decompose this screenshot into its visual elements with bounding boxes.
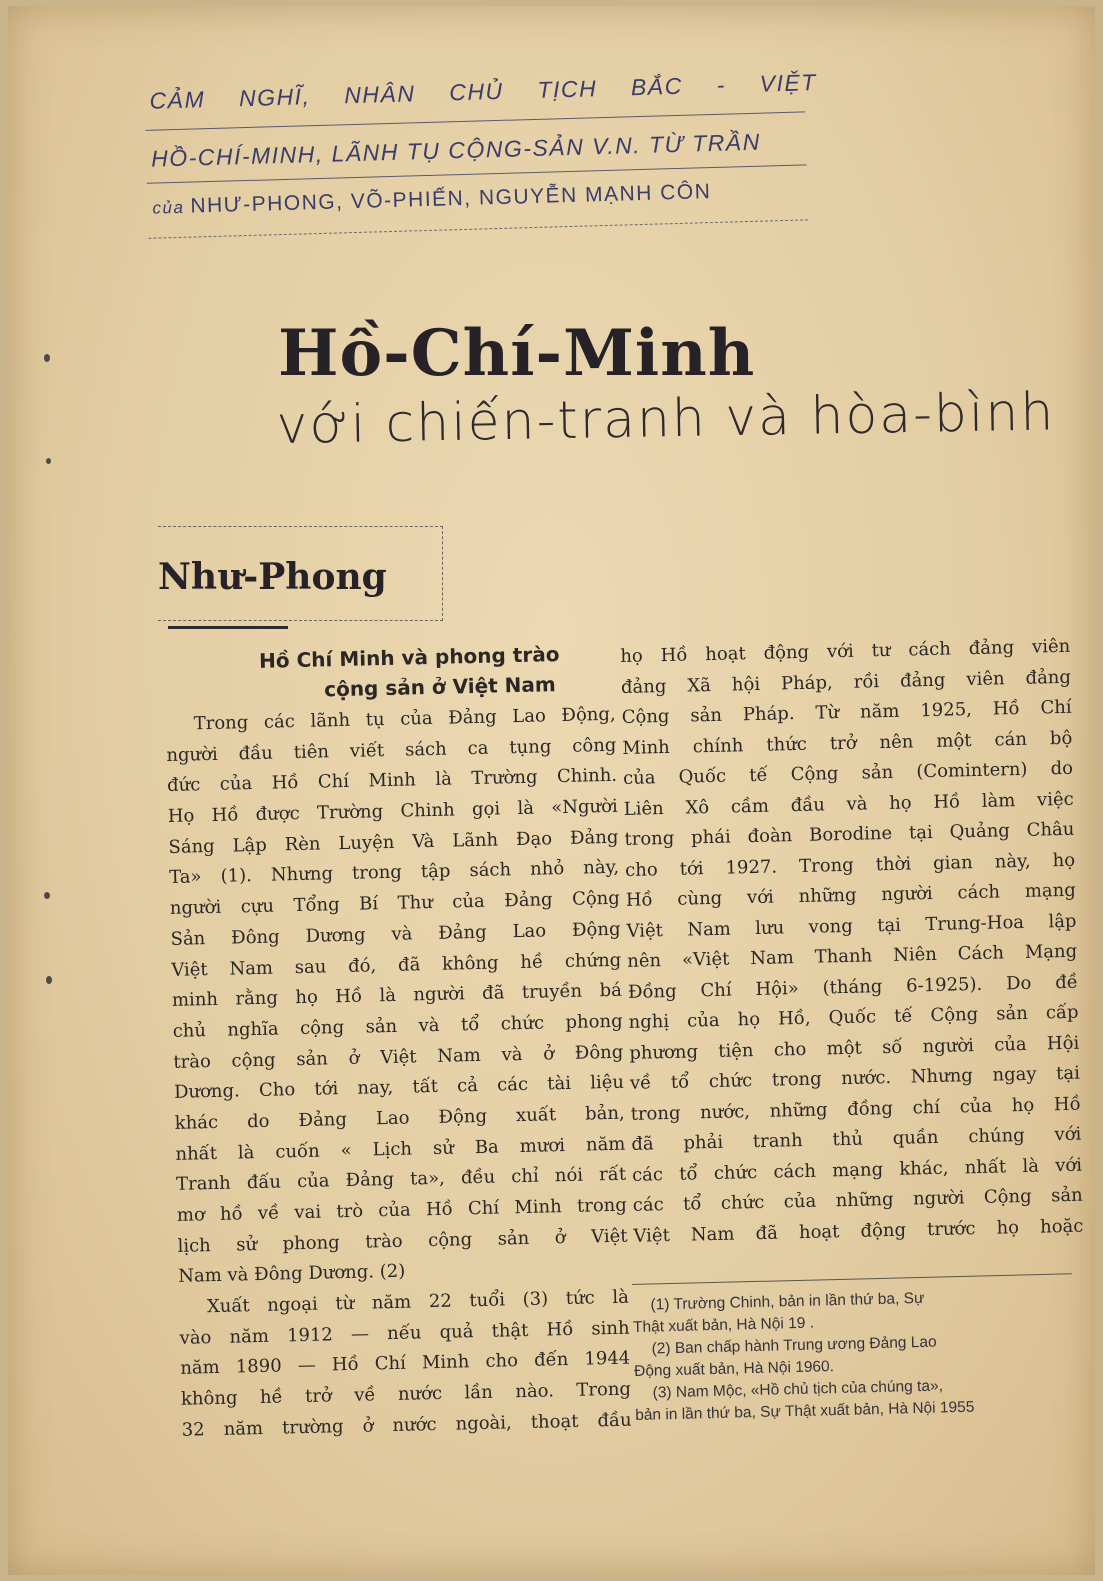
footnote-line: Động xuất bản, Hà Nội 1960. [633,1358,835,1380]
text-line: đức của Hồ Chí Minh là Trường Chinh. [166,765,618,797]
text-line: Sản Đông Dương và Đảng Lao Động [170,918,621,950]
text-line: vào năm 1912 — nếu quả thật Hồ sinh [179,1317,630,1349]
header-by-prefix: của [152,197,185,218]
text-line: Họ Hồ được Trường Chinh gọi là «Người [167,795,618,828]
author-box-right-rule [442,526,443,621]
article-title: Hồ-Chí-Minh [278,316,756,391]
text-line: các tổ chức của những người Cộng sản [632,1184,1083,1216]
text-line: chủ nghĩa cộng sản và tổ chức phong [172,1010,623,1042]
text-line: trào cộng sản ở Việt Nam và ở Đông [173,1041,624,1073]
text-line: người đầu tiên viết sách ca tụng công [166,734,617,766]
text-line: Đồng Chí Hội» (tháng 6-1925). Do đề [627,971,1079,1003]
text-line: Xuất ngoại từ năm 22 tuổi (3) tức là [206,1286,630,1318]
author-name: Như-Phong [158,556,387,598]
binding-hole [44,892,50,899]
footnote-line: (2) Ban chấp hành Trung ương Đảng Lao [651,1333,937,1358]
article-subtitle: với chiến-tranh và hòa-bình [276,382,1056,456]
text-line: phương tiện cho một số người của Hội [629,1032,1080,1064]
text-line: trong phái đoàn Borodine tại Quảng Châu [624,818,1075,850]
header-authors: NHƯ-PHONG, VÕ-PHIẾN, NGUYỄN MẠNH CÔN [190,180,712,218]
section-heading-line-2: cộng sản ở Việt Nam [323,672,556,702]
author-box-top-rule [158,526,443,527]
header-rule-3 [148,219,808,238]
text-line: nhất là cuốn « Lịch sử Ba mươi năm [175,1133,626,1165]
footnote-line: bản in lần thứ ba, Sự Thật xuất bản, Hà Nội 1955 [635,1398,975,1424]
header-line-1: CẢM NGHĨ, NHÂN CHỦ TỊCH BẮC - VIỆT [149,69,818,114]
text-line: nghị của họ Hồ, Quốc tế Cộng sản cấp [628,1001,1079,1033]
text-line: Liên Xô cầm đầu và họ Hồ làm việc [623,788,1074,820]
magazine-page [8,6,1095,1575]
binding-hole [46,976,52,984]
section-heading-line-1: Hồ Chí Minh và phong trào [258,642,560,673]
author-box-bottom-rule [158,620,443,621]
text-line: khác do Đảng Lao Động xuất bản, [174,1102,625,1134]
header-line-2: HỒ-CHÍ-MINH, LÃNH TỤ CỘNG-SẢN V.N. TỪ TRẦN [150,128,762,172]
binding-hole [46,458,51,464]
text-line: người cựu Tổng Bí Thư của Đảng Cộng [169,887,621,920]
section-heading [164,638,615,708]
footnotes [632,1273,1075,1427]
text-line: 32 năm trường ở nước ngoài, thoạt đầu [181,1409,632,1441]
text-line: Dương. Cho tới nay, tất cả các tài liệu [173,1071,625,1104]
author-underline [168,626,288,629]
text-line: họ Hồ hoạt động với tư cách đảng viên [620,635,1071,667]
text-line: minh rằng họ Hồ là người đã truyền bá [171,979,623,1012]
article-header [138,27,824,266]
text-line: Việt Nam đã hoạt động trước họ hoặc [633,1215,1084,1247]
text-line: của Quốc tế Cộng sản (Comintern) do [622,757,1074,789]
text-line: Ta» (1). Nhưng trong tập sách nhỏ này, [168,857,620,889]
text-line: đảng Xã hội Pháp, rồi đảng viên đảng [620,666,1072,698]
text-line: Trong các lãnh tụ của Đảng Lao Động, [193,703,616,735]
text-line: Nam và Đông Dương. (2) [178,1261,406,1288]
header-line-3 [152,180,712,220]
text-line: trong nước, những đồng chí của họ Hồ [630,1093,1081,1125]
text-line: không hề trở về nước lần nào. Trong [180,1378,632,1410]
text-line: cho tới 1927. Trong thời gian này, họ [624,849,1076,881]
footnote-line: Thật xuất bản, Hà Nội 19 . [632,1314,815,1336]
author-box [158,526,443,621]
text-line: Hồ cùng với những người cách mạng [625,879,1076,911]
text-line: về tổ chức trong nước. Nhưng ngay tại [629,1062,1081,1094]
text-line: Việt Nam lưu vong tại Trung-Hoa lập [626,910,1077,942]
text-line: các tổ chức cách mạng khác, nhất là với [631,1154,1083,1186]
right-column [620,632,1084,1252]
footnote-line: (3) Nam Mộc, «Hồ chủ tịch của chúng ta», [652,1377,944,1402]
binding-hole [44,354,50,362]
text-line: lịch sử phong trào cộng sản ở Việt [177,1225,628,1257]
text-line: Minh chính thức trở nên một cán bộ [622,727,1073,759]
text-line: Việt Nam sau đó, đã không hề chứng [171,949,622,981]
text-line: Tranh đấu của Đảng ta», đều chỉ nói rất [175,1163,627,1196]
left-column [164,638,632,1447]
text-line: Sáng Lập Rèn Luyện Và Lãnh Đạo Đảng [168,826,619,858]
footnote-line: (1) Trường Chinh, bản in lần thứ ba, Sự [650,1289,925,1314]
text-line: mơ hồ về vai trò của Hồ Chí Minh trong [176,1194,627,1226]
text-line: năm 1890 — Hồ Chí Minh cho đến 1944 [180,1348,631,1380]
text-line: Cộng sản Pháp. Từ năm 1925, Hồ Chí [621,696,1072,728]
text-line: đã phải tranh thủ quần chúng với [631,1123,1082,1155]
text-line: nên «Việt Nam Thanh Niên Cách Mạng [627,940,1078,972]
footnote-divider [632,1273,1072,1285]
header-rule-1 [145,111,805,130]
